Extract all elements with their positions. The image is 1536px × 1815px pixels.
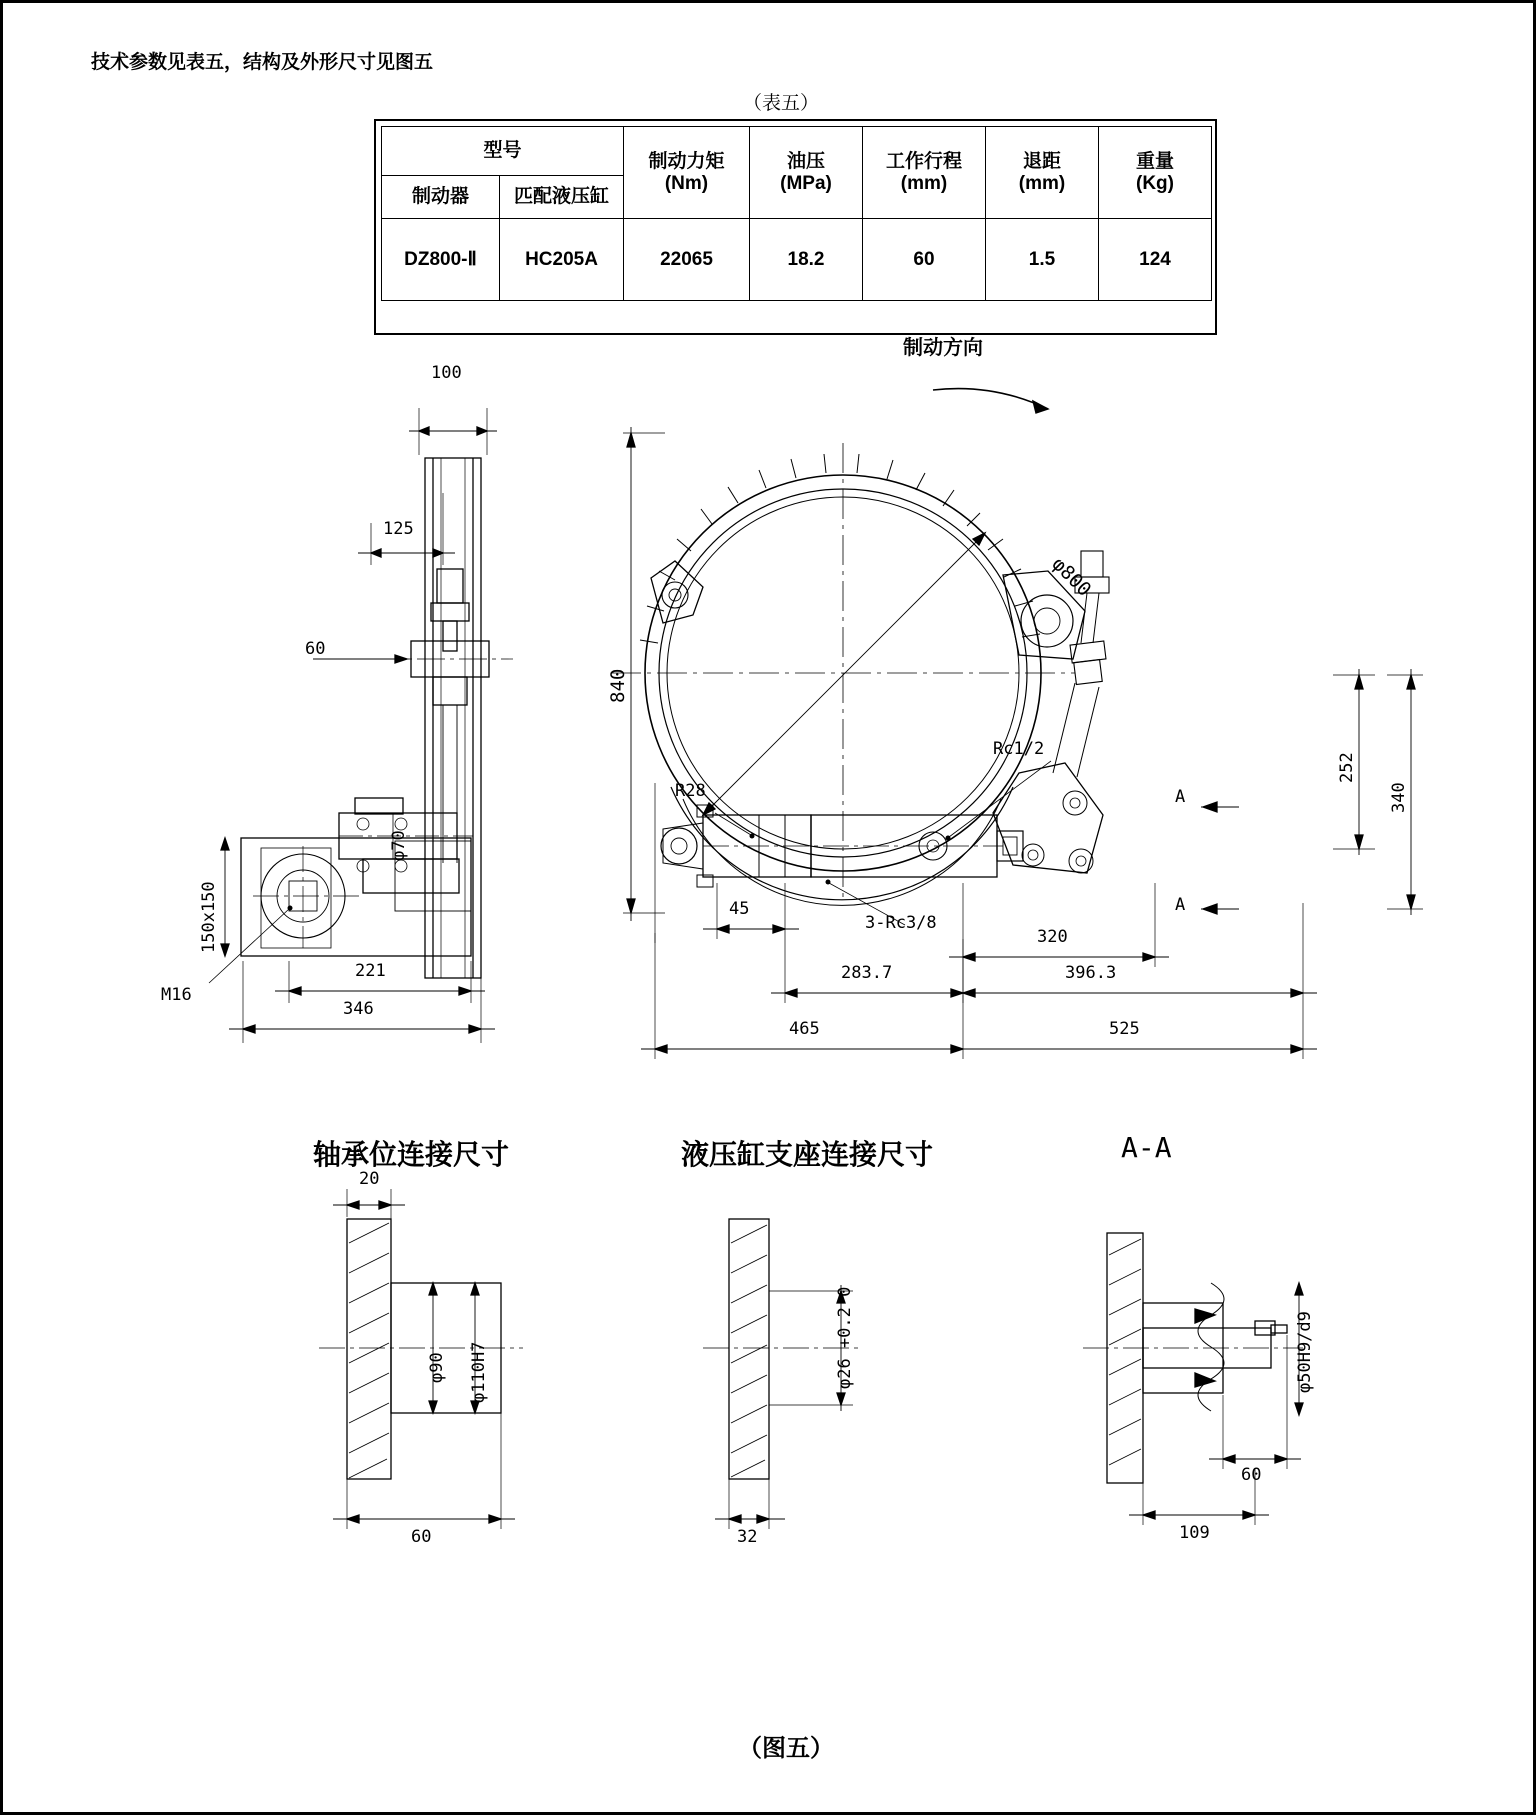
th-weight: [1099, 127, 1212, 219]
dim-150x150: 150x150: [199, 881, 219, 953]
spec-table: [381, 126, 1212, 301]
th-torque-line1: 制动力矩: [648, 150, 725, 172]
dim-346: 346: [343, 999, 374, 1019]
dim-125: 125: [383, 519, 414, 539]
th-cylinder: 匹配液压缸: [500, 176, 624, 219]
detail2-dim-32: 32: [737, 1527, 758, 1547]
cell-weight: 124: [1099, 219, 1212, 301]
table-row: [382, 219, 1212, 301]
table-caption: （表五）: [743, 92, 820, 114]
th-clearance-line1: 退距: [1022, 150, 1061, 172]
cell-cylinder-model: HC205A: [500, 219, 624, 301]
header-note: 技术参数见表五，结构及外形尺寸见图五: [91, 51, 434, 73]
dim-100: 100: [431, 363, 462, 383]
th-stroke: [863, 127, 986, 219]
side-view: [209, 408, 513, 1043]
detail-section-aa: [1083, 1233, 1303, 1525]
dim-396-3: 396.3: [1065, 963, 1117, 983]
th-weight-line2: (Kg): [1136, 172, 1174, 194]
cell-pressure: 18.2: [750, 219, 863, 301]
cell-clearance: 1.5: [986, 219, 1099, 301]
dim-840: 840: [607, 668, 629, 703]
detail-title-aa: A-A: [1121, 1131, 1172, 1164]
brake-direction-arrowhead: [1033, 401, 1048, 413]
detail3-dim-phi50: φ50H9/d9: [1295, 1311, 1315, 1393]
dim-525: 525: [1109, 1019, 1140, 1039]
band-hatching: [640, 454, 1040, 643]
section-mark-a-bottom: A: [1175, 895, 1186, 915]
technical-drawing: [3, 335, 1536, 1743]
dim-252: 252: [1337, 752, 1357, 783]
th-clearance-line2: (mm): [1018, 172, 1066, 194]
detail1-dim-20: 20: [359, 1169, 380, 1189]
detail1-dim-phi110: φ110H7: [469, 1341, 489, 1403]
dim-465: 465: [789, 1019, 820, 1039]
dim-phi70: φ70: [389, 830, 409, 861]
label-rc38: 3-Rc3/8: [865, 913, 937, 933]
th-pressure-line1: 油压: [786, 150, 825, 172]
th-weight-line1: 重量: [1135, 150, 1174, 172]
label-r28: R28: [675, 781, 706, 801]
th-clearance: [986, 127, 1099, 219]
cell-stroke: 60: [863, 219, 986, 301]
drawing-svg: [3, 343, 1536, 1743]
th-pressure-line2: (MPa): [780, 172, 832, 194]
th-group-model: 型号: [382, 127, 624, 176]
cell-brake-model: DZ800-Ⅱ: [382, 219, 500, 301]
brake-direction-arc: [933, 389, 1048, 409]
detail3-dim-60: 60: [1241, 1465, 1262, 1485]
dim-221: 221: [355, 961, 386, 981]
cell-torque: 22065: [624, 219, 750, 301]
dim-340: 340: [1389, 782, 1409, 813]
label-m16: M16: [161, 985, 192, 1005]
th-torque: [624, 127, 750, 219]
detail-bearing-seat: [319, 1189, 523, 1529]
th-pressure: [750, 127, 863, 219]
label-rc12: Rc1/2: [993, 739, 1045, 759]
detail1-dim-60: 60: [411, 1527, 432, 1547]
th-torque-line2: (Nm): [664, 172, 709, 194]
th-stroke-line2: (mm): [900, 172, 948, 194]
th-stroke-line1: 工作行程: [885, 150, 962, 172]
detail3-dim-109: 109: [1179, 1523, 1210, 1543]
dim-60-side: 60: [305, 639, 326, 659]
dim-283-7: 283.7: [841, 963, 893, 983]
figure-caption: （图五）: [738, 1734, 834, 1762]
hatch-3: [1109, 1239, 1141, 1465]
dim-45: 45: [729, 899, 750, 919]
brake-direction-label: 制动方向: [903, 335, 983, 359]
section-mark-a-top: A: [1175, 787, 1186, 807]
th-brake: 制动器: [382, 176, 500, 219]
dim-320: 320: [1037, 927, 1068, 947]
detail-title-cylinder: 液压缸支座连接尺寸: [681, 1138, 934, 1171]
detail1-dim-phi90: φ90: [427, 1352, 447, 1383]
detail-title-bearing: 轴承位连接尺寸: [313, 1138, 510, 1171]
dim-phi800: φ800: [1047, 553, 1096, 601]
hatch-1: [349, 1223, 389, 1478]
detail2-dim-phi26: φ26 +0.2 0: [835, 1286, 855, 1389]
table-header-row-1: [382, 127, 1212, 176]
hatch-2: [731, 1225, 767, 1477]
